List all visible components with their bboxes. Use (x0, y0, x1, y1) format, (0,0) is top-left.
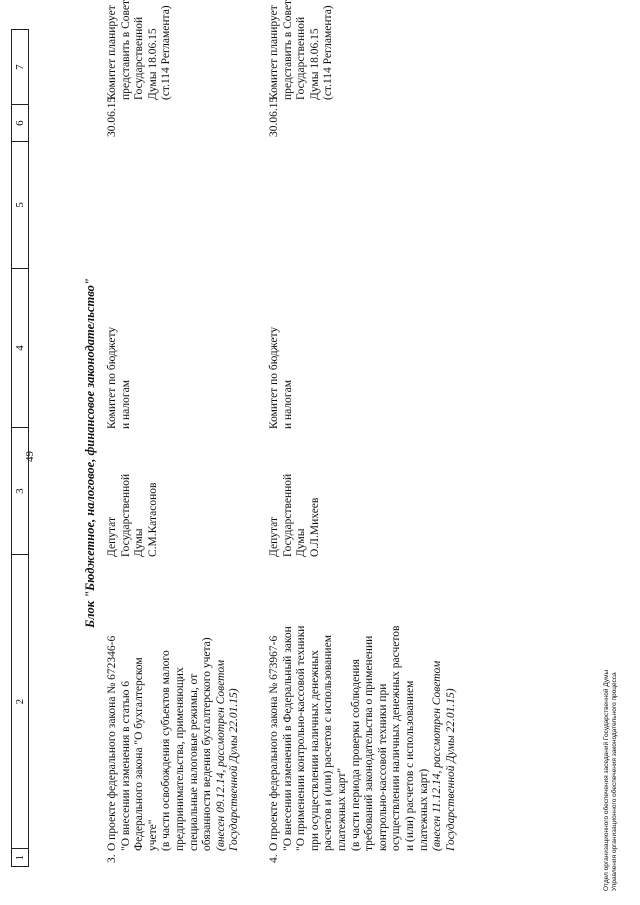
column-header-4: 4 (12, 268, 28, 427)
bill-title (106, 581, 242, 851)
page-number: 49 (24, 451, 36, 462)
row-number: 3. (106, 854, 118, 863)
bill-title-line: О проекте федерального закона № 672346-6 (106, 635, 118, 851)
column-header-1: 1 (12, 848, 28, 866)
author-line: Думы (295, 528, 308, 557)
column-header-row (11, 29, 29, 867)
author-line: Государственной (281, 473, 294, 557)
bill-author (268, 437, 322, 557)
bill-title-line: (в части освобождения субъектов малого (160, 650, 173, 851)
bill-title-line: обязанности ведения бухгалтерского учета) (201, 637, 214, 851)
committee-line: Комитет по бюджету (106, 326, 118, 429)
page-footer (603, 670, 619, 891)
bill-title-line: О проекте федерального закона № 673967-6 (268, 635, 280, 851)
bill-title-line: платежных карт" (335, 767, 348, 851)
deadline-date: 30.06.15 (268, 96, 280, 137)
author-line: Депутат (268, 517, 280, 557)
bill-title-line: "О внесении изменений в Федеральный закон (281, 626, 294, 851)
footer-line: Управления организационного обеспечения законодательного процесса (611, 672, 618, 891)
note-line: Комитет планирует (268, 5, 280, 100)
bill-title-line: предпринимательства, применяющих (173, 667, 186, 851)
bill-title-line: платежных карт) (417, 768, 430, 851)
column-header-7: 7 (14, 64, 26, 70)
column-header-2: 2 (12, 554, 28, 848)
bill-title-line: Федерального закона "О бухгалтерском (133, 657, 146, 851)
bill-status-line: (внесен 11.12.14, рассмотрен Советом (431, 660, 444, 851)
bill-title-line: осуществлении наличных денежных расчетов (390, 625, 403, 851)
responsible-committee (268, 299, 295, 429)
footer-line: Отдел организационного обеспечения заседаний Государственной Думы (603, 669, 610, 891)
bill-title-line: контрольно-кассовой техники при (376, 683, 389, 851)
bill-status-line: Государственной Думы 22.01.15) (444, 688, 457, 851)
bill-status-line: Государственной Думы 22.01.15) (228, 688, 241, 851)
bill-title-line: при осуществлении наличных денежных (308, 650, 321, 851)
note-line: Государственной (133, 16, 146, 100)
note-line: Государственной (295, 16, 308, 100)
committee-note (106, 0, 174, 100)
committee-line: Комитет по бюджету (268, 326, 280, 429)
deadline-date: 30.06.15 (106, 96, 118, 137)
bill-title-line: (в части периода проверки соблюдения (349, 659, 362, 851)
committee-line: и налогам (119, 380, 132, 429)
bill-title (268, 581, 458, 851)
column-header-3: 3 (12, 427, 28, 554)
committee-note (268, 0, 336, 100)
author-line: С.М.Катасонов (146, 482, 159, 557)
bill-title-line: расчетов и (или) расчетов с использованием (322, 635, 335, 851)
bill-title-line: "О внесении изменения в статью 6 (119, 680, 132, 851)
column-header-5: 5 (12, 141, 28, 268)
bill-author (106, 437, 160, 557)
author-line: Думы (133, 528, 146, 557)
column-header-6: 6 (12, 104, 28, 141)
note-line: представить в Совет (281, 0, 294, 100)
author-line: О.Л.Михеев (308, 497, 321, 557)
bill-title-line: специальные налоговые режимы, от (187, 673, 200, 851)
author-line: Депутат (106, 517, 118, 557)
bill-title-line: учете" (146, 819, 159, 851)
note-line: Думы 18.06.15 (308, 28, 321, 100)
note-line: (ст.114 Регламента) (322, 5, 335, 100)
committee-line: и налогам (281, 380, 294, 429)
note-line: (ст.114 Регламента) (160, 5, 173, 100)
note-line: представить в Совет (119, 0, 132, 100)
bill-title-line: и (или) расчетов с использованием (403, 680, 416, 851)
bill-status-line: (внесен 09.12.14, рассмотрен Советом (214, 659, 227, 851)
author-line: Государственной (119, 473, 132, 557)
bill-title-line: требований законодательства о применении (363, 635, 376, 851)
note-line: Думы 18.06.15 (146, 28, 159, 100)
responsible-committee (106, 299, 133, 429)
bill-title-line: "О применении контрольно-кассовой техники (295, 625, 308, 851)
note-line: Комитет планирует (106, 5, 118, 100)
block-title: Блок "Бюджетное, налоговое, финансовое законодательство" (83, 278, 97, 628)
row-number: 4. (268, 854, 280, 863)
